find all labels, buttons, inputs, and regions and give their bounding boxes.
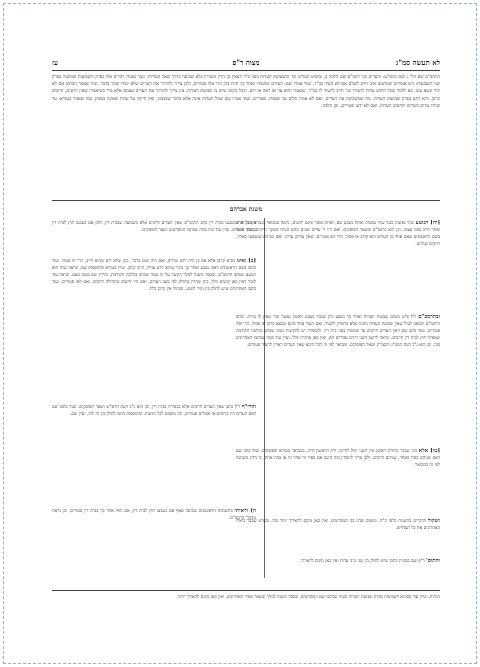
- entry-text: ז"ל כתב שאין העדים חייבים אלא בכפירה בבית דין, וכן הוא ג"כ דעת הרא"ש ושאר הפוסקים. ועוד כתבו שם דאם העדים היו קרובים או פסולים פטורים, וזה מוסכם לכל הדעות. ובתוספות כתבו לחלק בין זה לזה, ועיין שם.: [52, 405, 256, 417]
- header-rule: [52, 70, 440, 71]
- entry-lead: [טו] אלא: [418, 448, 440, 454]
- entry-lead: והתוס': [426, 558, 440, 564]
- entry-text: ז"ל פ"ט משום שבועת העדות ואחר כך נשבע כיון שכבר נשבע ראשון נעשה כמי שאין לו עדות. וכתב הרמב"ם והבאנו לעיל שאין שבועת העדות נוהגת אלא בראויין להעיד, ואם העיד אחד מהם ונמצא קרוב או פסול, הרי אלו פטורים. ועוד כתב שם דאין העדים חייבים עד שיכפרו בפני בית דין. ולכאורה יש להקשות ממה שכתב בהלכה הקודמת שאפילו חוץ לבית דין חייבים. ונראה ליישב דשני דינים נפרדים הם, ואין כאן סתירה כלל. ועיין עוד במה שכתבו האחרונים בזה, וכן הוא ג"כ דעת הסמ"ג והסמ"ק ושאר הפוסקים. ומבואר לפי זה דכל היכא שאין העדים ראויין להעיד פטורים.: [236, 315, 440, 348]
- entry-text: בתשובות הראשונים שכתבו שאף אם נשבעו חוץ לבית דין, אם הודו אחר כך בבית דין פטורים, וכן נראה מדברי הרמב"ם.: [52, 509, 256, 521]
- commentary-entry: [52, 508, 256, 586]
- entry-lead: והרי"ף: [241, 404, 256, 410]
- section-rule: [52, 200, 440, 201]
- footer-text: הגהות: ועיין עוד בסוגיא דשבועות בפרק שבועת העדות ובמה שכתבו שם המפרשים, ובספר משנה למלך ובשאר ספרי האחרונים, ואין כאן מקום להאריך יותר.: [176, 595, 440, 600]
- commentary-entry: [236, 314, 440, 446]
- top-text-block: [52, 74, 440, 196]
- entry-lead: ושקול: [428, 518, 440, 524]
- page-header: [52, 56, 440, 70]
- top-text: הרמב"ם שם הל' ג ושם ובשו"ע: והעדים וכו' רמב"ם שם הלכה ב, ומשיט העדים וכו' וכשעושין העדות בפני ב"ד יוצאין מן הדין ומעידין בלא שבועה כדרך שאר העדיות. ועוד נאמרו דברים אלו בפרק השבועות ובמשנה בפרק שני דשבועות: ויש אומרים שמרצונו אינו חייב לשלם אם לא העיד בב"ד. ועוד אמרו שם: העדים שהעידו ואחר כך חזרו בהן הרי אלו פטורים, ולכן צריך להזהיר את העדים שלא יעידו שקר בדבר. ומה שאמר הכתוב אם לא יגיד ונשא עונו, בא ללמד שכל היודע עדות לחבירו וכו' חייב להעיד לו בב"ד, שנאמר והוא עד או ראה או ידע. ובכל מקום שיש בו שבועת העדות, אין צריך להזהיר את העדים עצמם אלא מיד כשיאמרו שאין יודעים, חייבים קרבן. והא דתנן בפרק שבועות העדות, מה שמשביעין את העדים, ואם לא אמרו כלום עד שכפרו, פטורים. ועוד אמרו שם שכל העדות אינה אלא בדבר שבממון, ואין חייבין על עדות שאינה בממון, כמו שאמר בגמרא: עד שיהיו עדים כשרים ויודעים העדות, ואם לא ידעו פטורים, וכן הלכה.: [52, 75, 440, 109]
- footer-notes: [52, 594, 440, 644]
- footer-rule: [52, 590, 440, 591]
- entry-text: הדברים בהשגות כלפי ה"ה. ומשום שדנו בה המפרשים, ואין כאן מקום להאריך יותר בזה, ובפרט שכבר ביארו האחרונים את כל הצדדים.: [236, 519, 440, 531]
- commentary-entry: [52, 404, 256, 504]
- commentary-entry: [236, 558, 440, 586]
- entry-lead: ה) וראיתי: [234, 508, 256, 514]
- header-title: מצוה ר"פ: [232, 58, 260, 67]
- section-title: משנת אברהם: [229, 206, 263, 213]
- commentary-entry: [236, 448, 440, 514]
- header-right: לא תעשה סמ"ג: [396, 58, 440, 67]
- commentary-entry: [236, 518, 440, 554]
- commentary-entry: [52, 258, 256, 400]
- entry-text: כיון שכבר נתחייב ראשון אין השני יכול לחייבו, ורק הראשון חייב, כמבואר בגמרא ובפוסקים. ועוד כתב שם דאם שניהם כפרו כאחד, שניהם חייבים. ולכן צריך להבחין בזה היטב אם כפרו זה אחר זה או בבת אחת, כי הדין משתנה לפי זה כמבואר.: [236, 449, 440, 468]
- entry-lead: [יח] הנוטע: [415, 220, 440, 226]
- entry-text: שתי נפשות כנגד שתי נפשות ואחת נשבע שם, ואחת אומר אינם יודעים, נראה כמבואר בגמרא שכל אחד ואחד חייב בפני עצמו, וכן הוא ברמב"ם ובשאר הפוסקים. ואם היו ד' עדים ושנים מהם העידו בשקר חייבים. ועוד כתבו בשם הראשונים שאם אחד מן העדים הוא קרוב או פסול, הרי הם פטורים, שאין עדותן עדות. ואם שניהם שנשבעו כאחד, חייבים שניהם.: [236, 221, 440, 247]
- entry-text: מביא קרבן אלא אם כן היה יודע שחייב, ואם היה שוגג בדבר, כגון שלא ידע שהוא חייב, הרי זה פטור. ועוד כתבו בשם הראשונים דאם נשבע ואחר כך נזכר שהוא יודע עדות, חייב קרבן. ועיין בגמרא ובתוספות שם, ונראה שזה הוא הטעם שכתב הרמב"ם. ובספר משנה למלך הקשה על זה ממה שכתב בהלכה הקודמת, ותירץ שם בטוב טעם. ונראה עוד לומר דאין כאן קושיא כלל, כיון שהדין מחולק לפי מצב העדים, ואם היו יודעים מתחילה חייבים, ואם לאו פטורים. ועוד כתבו האחרונים שיש לחלק בין מזיד לשוגג, ובמזיד אין קרבן כלל.: [52, 259, 256, 292]
- entry-lead: [ב] ואינו: [236, 258, 256, 264]
- entry-text: ר"פ שם בסוגיין כתבו שיש לחלק בין שני מיני עדות ואין כאן מקום להאריך.: [299, 559, 425, 564]
- entry-text: בקרבן זה שנשבעו בבית דין כתב הרמב"ם שאין העדים חייבים אלא בשבועה שבבית דין, ולכן אם נשבעו חוץ לבית דין וכפרו, פטורים. ועיין עוד בזה במה שכתבו המפרשים ושאר הפוסקים.: [52, 221, 256, 233]
- entry-lead: ובהרמב"ם: [418, 314, 440, 320]
- header-folio: עז: [52, 58, 58, 67]
- commentary-entry: [52, 220, 256, 256]
- commentary-entry: [236, 220, 440, 312]
